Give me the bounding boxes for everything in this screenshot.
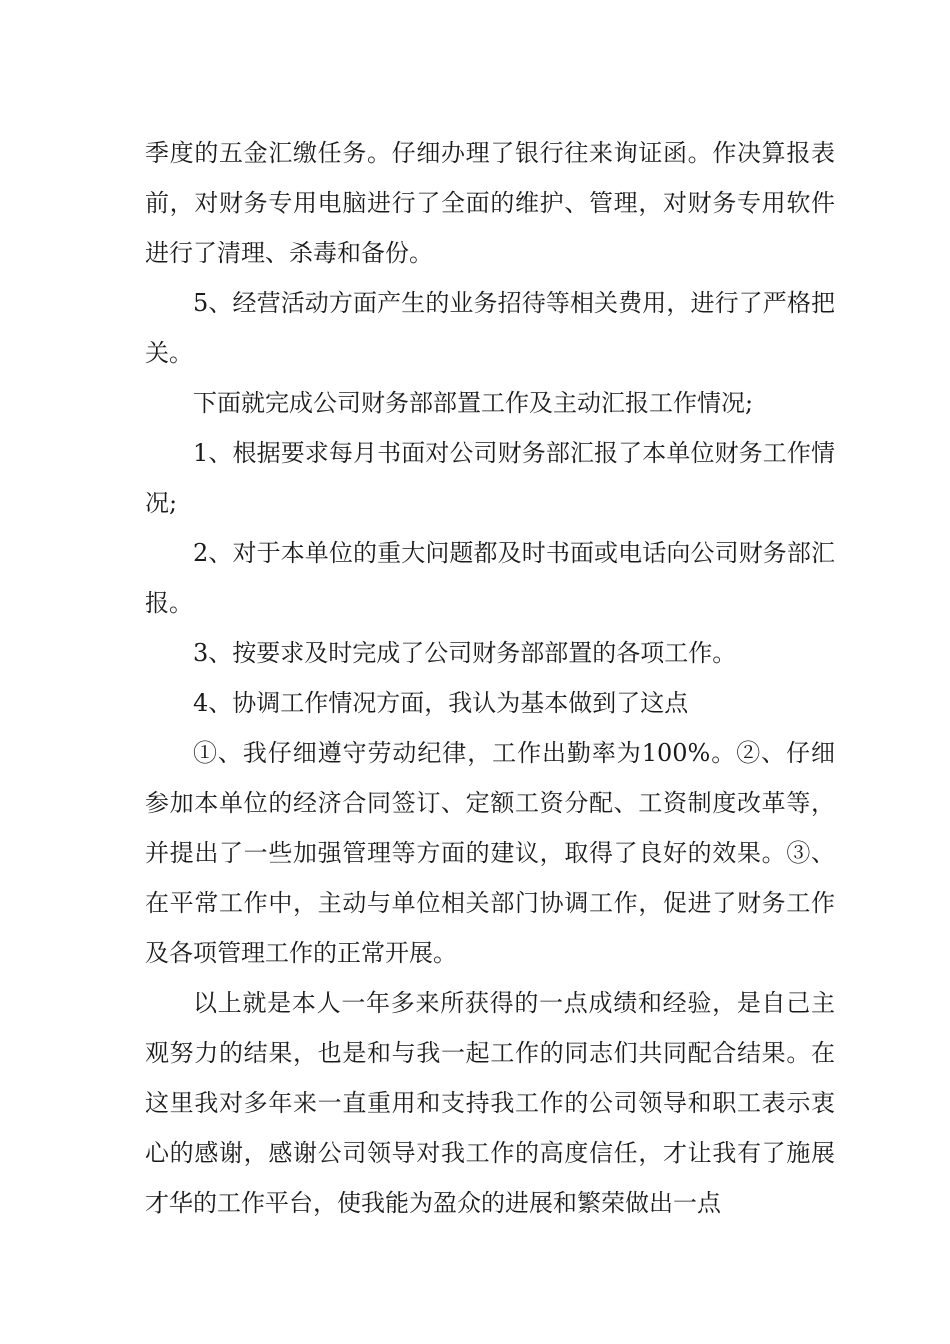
paragraph-continued: 季度的五金汇缴任务。仔细办理了银行往来询证函。作决算报表前，对财务专用电脑进行了全面的维护、管理，对财务专用软件进行了清理、杀毒和备份。 xyxy=(145,139,835,267)
paragraph-item-1: 1、根据要求每月书面对公司财务部汇报了本单位财务工作情况; xyxy=(145,439,835,517)
paragraph-coordination-details: ①、我仔细遵守劳动纪律，工作出勤率为100%。②、仔细参加本单位的经济合同签订、定额工资分配、工资制度改革等，并提出了一些加强管理等方面的建议，取得了良好的效果。③、在平常工作中，主动与单位相关部门协调工作，促进了财务工作及各项管理工作的正常开展。 xyxy=(145,739,835,967)
paragraph-item-4: 4、协调工作情况方面，我认为基本做到了这点 xyxy=(193,689,689,717)
paragraph-item-3: 3、按要求及时完成了公司财务部部置的各项工作。 xyxy=(193,639,737,667)
paragraph-conclusion: 以上就是本人一年多来所获得的一点成绩和经验，是自己主观努力的结果，也是和与我一起工作的同志们共同配合结果。在这里我对多年来一直重用和支持我工作的公司领导和职工表示衷心的感谢，感谢公司领导对我工作的高度信任，才让我有了施展才华的工作平台，使我能为盈众的进展和繁荣做出一点 xyxy=(145,989,835,1217)
paragraph-item-5: 5、经营活动方面产生的业务招待等相关费用，进行了严格把关。 xyxy=(145,289,835,367)
document-body xyxy=(145,128,835,1228)
paragraph-section-intro: 下面就完成公司财务部部置工作及主动汇报工作情况; xyxy=(193,389,754,417)
paragraph-item-2: 2、对于本单位的重大问题都及时书面或电话向公司财务部汇报。 xyxy=(145,539,835,617)
